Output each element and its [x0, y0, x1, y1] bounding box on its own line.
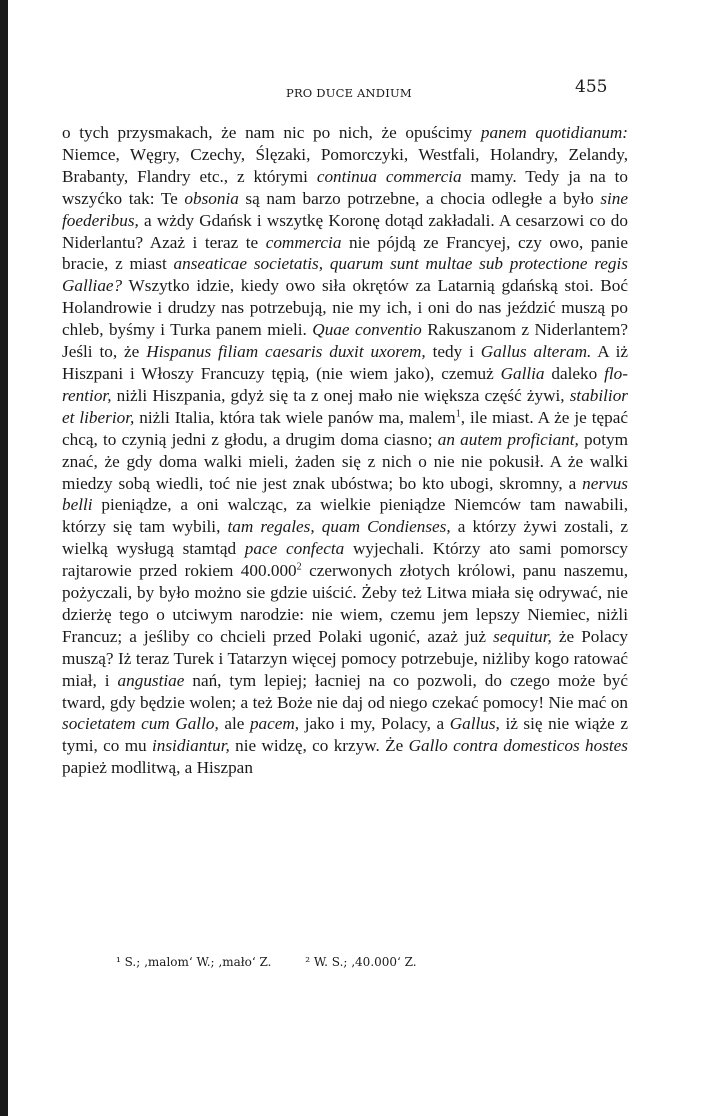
latin-phrase: Gallo contra domesticos hostes [408, 736, 628, 756]
latin-phrase: continua commercia [316, 166, 462, 186]
latin-phrase: societatem cum Gallo, [62, 714, 219, 734]
text-run: pieniądze, a oni walcząc, za wielkie pieniądze Niemców tam nawabili, którzy się tam wybili, [62, 495, 628, 537]
text-run: a wżdy Gdańsk i wszytkę Koronę dotąd zakładali. A cesarzowi co do Niderlantu? Azaż i teraz te [62, 210, 628, 252]
latin-phrase: Gallus, [449, 714, 500, 734]
text-run: ale [218, 714, 250, 734]
text-run: nie pójdą ze Francyej, czy owo, panie bracie, z miast [62, 232, 628, 274]
scan-edge [0, 0, 8, 1116]
latin-phrase: nervus belli [62, 473, 628, 515]
text-run: iż się nie wiąże z tymi, co mu [62, 714, 628, 756]
running-title: PRO DUCE ANDIUM [286, 86, 412, 100]
text-run: tedy i [425, 342, 481, 362]
text-run: A iż Hiszpani i Włoszy Francuzy tępią, (nie wiem jako), czemuż [62, 342, 629, 383]
latin-phrase: sequitur, [493, 626, 552, 646]
footnotes [116, 955, 516, 969]
latin-phrase: insidiantur, [151, 736, 230, 756]
footnote-1: ¹ S.; ‚malom‘ W.; ‚mało‘ Z. [116, 955, 272, 969]
footnote-2: ² W. S.; ‚40.000‘ Z. [305, 955, 417, 969]
text-run: , ile miast. A że je tępać chcą, to czynią jedni z głodu, a drugim doma ciasno; [62, 407, 628, 449]
latin-phrase: an autem proficiant, [437, 429, 579, 449]
footnote-ref: 1 [455, 408, 461, 420]
text-run: niżli Italia, która tak wiele panów ma, malem [134, 407, 456, 427]
latin-phrase: pacem, [249, 714, 300, 734]
latin-phrase: panem quotidianum: [480, 123, 628, 142]
text-run: są nam barzo potrzebne, a chocia odległe a było [238, 188, 601, 208]
text-run: papież modlitwą, a Hiszpan [62, 758, 253, 778]
text-run: nie widzę, co krzyw. Że [229, 736, 409, 756]
text-run: daleko [544, 363, 605, 383]
latin-phrase: Hispanus filiam caesaris duxit uxorem, [146, 342, 426, 362]
text-run: że Polacy muszą? Iż teraz Turek i Tatarzyn więcej pomocy potrzebuje, niżliby kogo ratować miał, i [62, 626, 628, 690]
latin-phrase: tam regales, quam Condienses, [227, 517, 451, 537]
text-run: potym znać, że gdy doma walki mieli, żaden się z nich o nie nie pokusił. A że walki miedzy sobą wiedli, toć nie jest znak ubóstwa; bo kto ubogi, skromny, a [62, 429, 628, 493]
text-run: czerwonych złotych królowi, panu naszemu, pożyczali, by było możno sie gdzie uiścić. Żeby też Litwa miała się odrywać, nie dzierżę tego o utciwym narodzie: nie wiem, czemu jem lepszy Niemiec, niżli Francuz; a jeśliby co chcieli przed Polaki ugonić, azaż już [62, 561, 628, 646]
text-run: niżli Hiszpania, gdyż się ta z onej mało nie większa część żywi, [111, 385, 570, 405]
body-paragraph [62, 122, 628, 779]
text-run: Rakuszanom z Niderlantem? Jeśli to, że [62, 320, 628, 362]
text-run: a którzy żywi zostali, z wielką wysługą stamtąd [62, 517, 629, 559]
latin-phrase: commercia [265, 232, 342, 252]
page-number: 455 [575, 77, 608, 97]
footnote-ref: 2 [296, 561, 302, 573]
latin-phrase: Quae conventio [312, 320, 422, 340]
text-run: wyjechali. Którzy ato sami pomorscy rajtarowie przed rokiem 400.000 [62, 539, 628, 581]
text-run: mamy. Tedy ja na to wszyćko tak: Te [62, 166, 629, 208]
latin-phrase: florentior, [62, 363, 628, 405]
latin-phrase: sine foederibus, [62, 188, 629, 230]
text-run: Wszytko idzie, kiedy owo siła okrętów za Latarnią gdańską stoi. Boć Holandrowie i drudzy nas potrzebują, nie my ich, i oni do nas jeździć muszą po chleb, byśmy i Turka panem mieli. [62, 276, 628, 340]
latin-phrase: pace confecta [244, 539, 345, 559]
latin-phrase: anseaticae societatis, quarum sunt multae sub protectione regis Galliae? [62, 254, 628, 296]
latin-phrase: Gallia [500, 363, 545, 383]
text-run: jako i my, Polacy, a [299, 714, 450, 734]
latin-phrase: Gallus alteram. [480, 342, 592, 362]
latin-phrase: stabilior et liberior, [62, 385, 628, 427]
text-run: Niemce, Węgry, Czechy, Ślęzaki, Pomorczyki, Westfali, Holandry, Zelandy, Brabanty, Flandry etc., z którymi [62, 144, 628, 186]
text-run: o tych przysmakach, że nam nic po nich, że opuścimy [62, 123, 481, 142]
latin-phrase: obsonia [184, 188, 239, 208]
text-run: nań, tym lepiej; łacniej na co pozwoli, do czego może być tward, gdy będzie wolen; a też Boże nie daj od niego czekać pomocy! Nie mać on [62, 670, 628, 712]
latin-phrase: angustiae [117, 670, 185, 690]
